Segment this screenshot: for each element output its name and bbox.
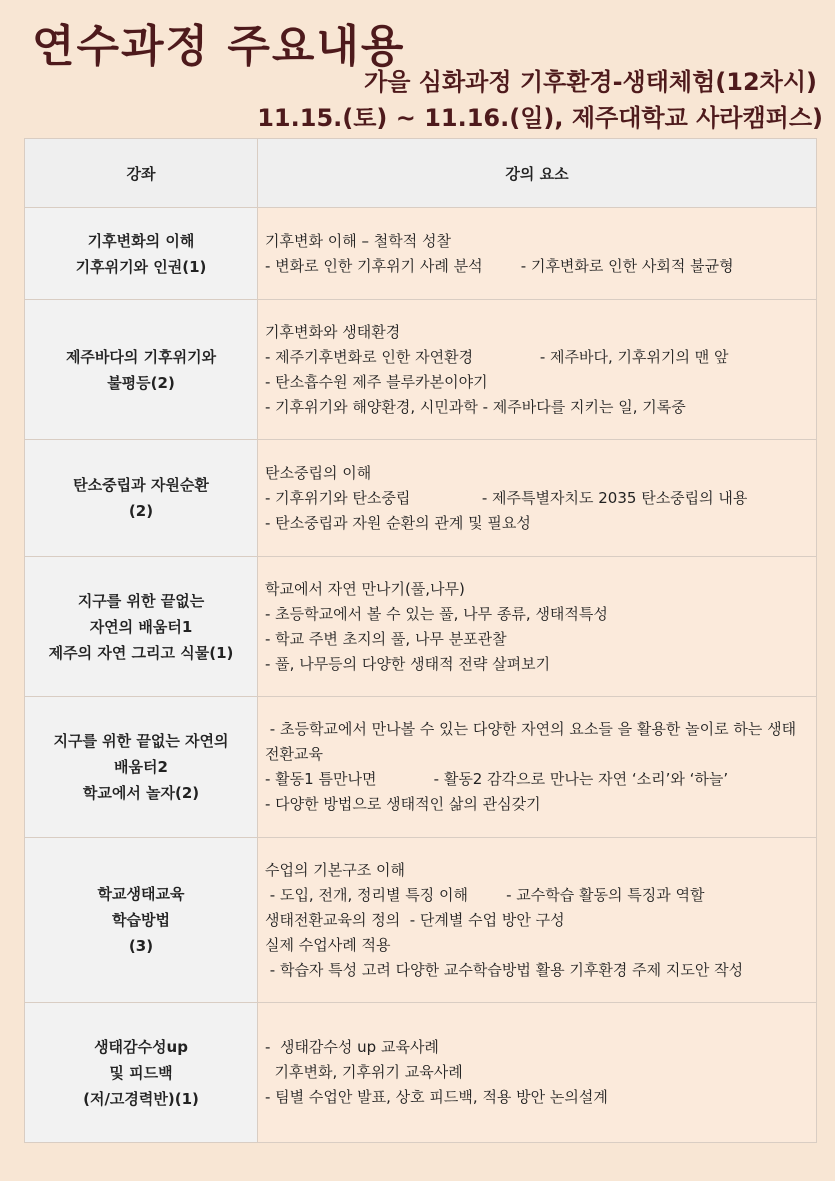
topic-line: 지구를 위한 끝없는 [77,591,205,610]
topic-line: 제주바다의 기후위기와 [65,347,217,366]
content-line: 실제 수업사례 적용 [265,935,391,954]
topic-line: 배움터2 [114,758,168,776]
content-line: - 초등학교에서 볼 수 있는 풀, 나무 종류, 생태적특성 [265,604,608,623]
content-cell [258,1003,817,1143]
topic-line: 지구를 위한 끝없는 자연의 [53,732,229,750]
topic-line: 자연의 배움터1 [89,617,193,636]
topic-cell [25,300,258,440]
content-line: - 탄소중립과 자원 순환의 관계 및 필요성 [265,513,531,532]
content-line: - 학교 주변 초지의 풀, 나무 분포관찰 [265,629,507,648]
content-line: 기후변화, 기후위기 교육사례 [265,1063,463,1081]
content-line: - 기후위기와 탄소중립 - 제주특별자치도 2035 탄소중립의 내용 [265,488,748,507]
schedule-dateline: 11.15.(토) ~ 11.16.(일), 제주대학교 사라캠퍼스) [257,104,823,132]
topic-line: 학습방법 [112,911,170,929]
table-header-row [25,139,817,208]
content-line: - 변화로 인한 기후위기 사례 분석 - 기후변화로 인한 사회적 불균형 [265,256,734,275]
table-row [25,838,817,1003]
topic-cell [25,697,258,838]
content-line: - 학습자 특성 고려 다양한 교수학습방법 활용 기후환경 주제 지도안 작성 [265,960,744,979]
content-line: - 다양한 방법으로 생태적인 삶의 관심갖기 [265,795,541,813]
topic-line: (2) [128,502,154,520]
topic-line: 및 피드백 [109,1063,173,1082]
topic-line: 학교에서 놀자(2) [82,784,200,802]
topic-line: (3) [128,937,154,955]
topic-line: 기후변화의 이해 [87,231,195,250]
content-cell [258,300,817,440]
topic-cell [25,440,258,557]
content-line: - 생태감수성 up 교육사례 [265,1038,439,1056]
table-row [25,697,817,838]
topic-cell [25,838,258,1003]
content-cell [258,208,817,300]
content-line: 학교에서 자연 만나기(풀,나무) [265,579,465,598]
content-line: 생태전환교육의 정의 - 단계별 수업 방안 구성 [265,910,565,929]
topic-cell [25,208,258,300]
topic-line: 탄소중립과 자원순환 [73,476,209,494]
topic-line: 불평등(2) [107,373,175,392]
content-cell [258,557,817,697]
table-row [25,440,817,557]
content-line: - 탄소흡수원 제주 블루카본이야기 [265,372,488,391]
course-subtitle: 가을 심화과정 기후환경-생태체험(12차시) [364,68,817,96]
content-line: 수업의 기본구조 이해 [265,860,405,879]
content-line: - 제주기후변화로 인한 자연환경 - 제주바다, 기후위기의 맨 앞 [265,347,729,366]
content-cell [258,440,817,557]
content-line: 기후변화와 생태환경 [265,322,401,341]
table-row [25,208,817,300]
content-line: - 활동1 틈만나면 - 활동2 감각으로 만나는 자연 ‘소리’와 ‘하늘’ [265,770,729,788]
topic-cell [25,557,258,697]
topic-cell [25,1003,258,1143]
content-line: - 팀별 수업안 발표, 상호 피드백, 적용 방안 논의설계 [265,1088,608,1106]
topic-line: 생태감수성up [94,1037,188,1056]
topic-line: 제주의 자연 그리고 식물(1) [48,643,234,662]
table-row [25,300,817,440]
content-cell [258,697,817,838]
content-line: 기후변화 이해 – 철학적 성찰 [265,231,451,250]
page-title: 연수과정 주요내용 [32,21,406,72]
table-row [25,557,817,697]
topic-line: (저/고경력반)(1) [83,1089,199,1108]
topic-line: 기후위기와 인권(1) [75,257,207,276]
topic-line: 학교생태교육 [97,885,185,903]
curriculum-table [24,138,817,1143]
column-header-topic: 강좌 [25,139,258,208]
content-line: - 도입, 전개, 정리별 특징 이해 - 교수학습 활동의 특징과 역할 [265,885,705,904]
content-line: - 기후위기와 해양환경, 시민과학 - 제주바다를 지키는 일, 기록중 [265,397,686,416]
content-line: - 풀, 나무등의 다양한 생태적 전략 살펴보기 [265,654,551,673]
content-line: 탄소중립의 이해 [265,463,372,482]
content-cell [258,838,817,1003]
table-row [25,1003,817,1143]
column-header-content: 강의 요소 [258,139,817,208]
content-line: - 초등학교에서 만나볼 수 있는 다양한 자연의 요소들 을 활용한 놀이로 하는 생태전환교육 [265,720,797,763]
